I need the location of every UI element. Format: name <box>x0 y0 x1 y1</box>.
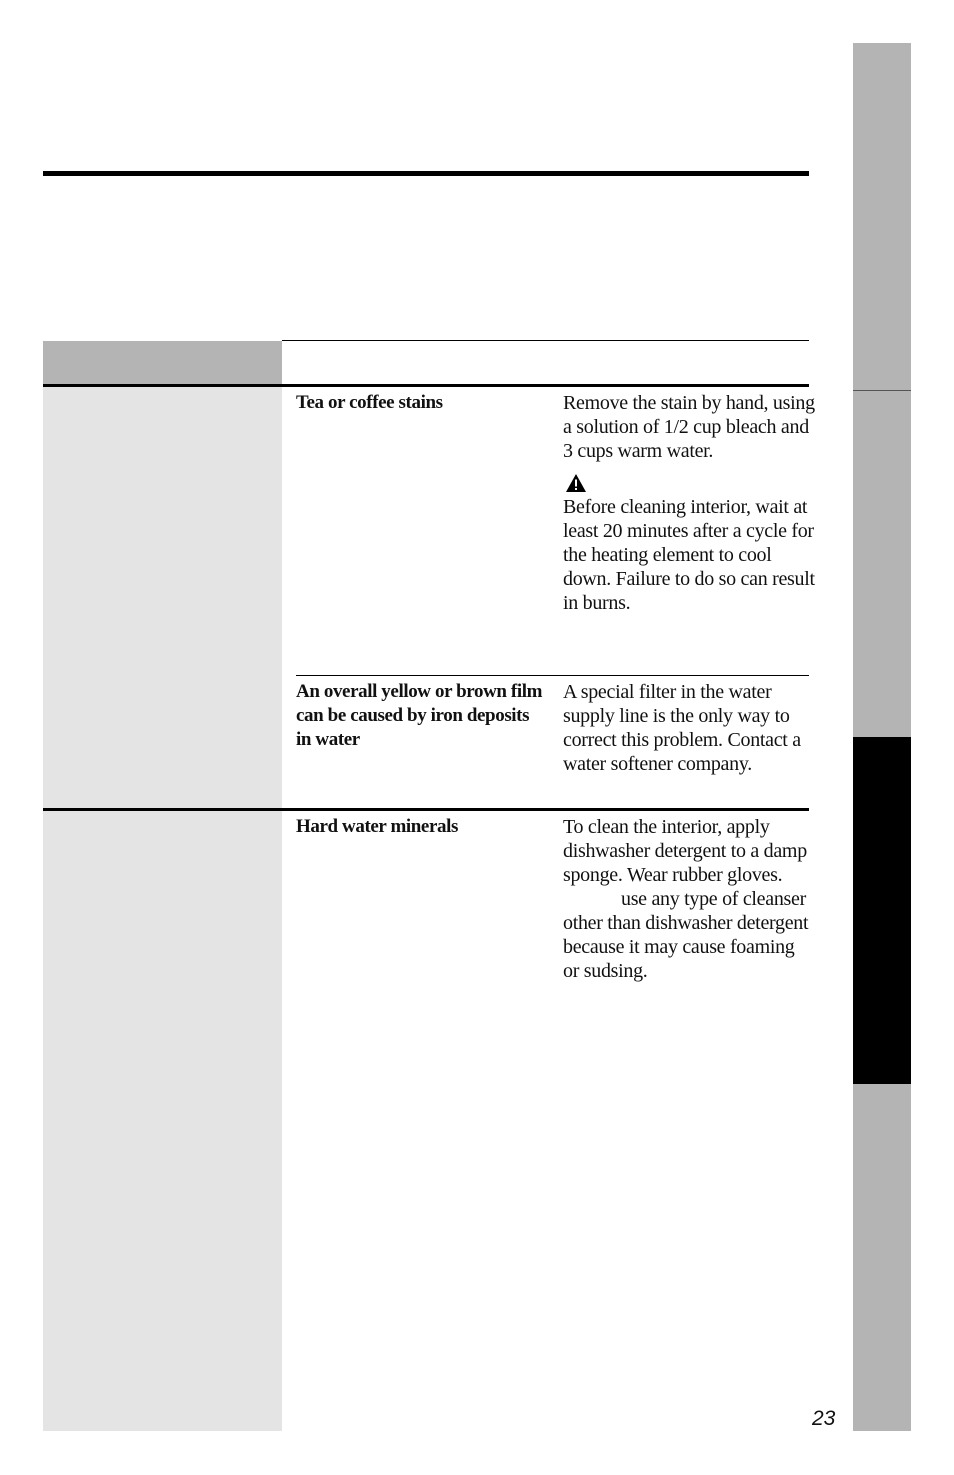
section-tab-active <box>853 737 911 1084</box>
table-header-rule <box>43 384 809 387</box>
cause-tea-coffee-stains: Tea or coffee stains <box>296 392 443 413</box>
section-divider <box>43 808 809 811</box>
remedy-hard-water-minerals <box>563 815 815 983</box>
page-number: 23 <box>812 1407 836 1430</box>
row-divider <box>296 675 809 676</box>
remedy-text: Remove the stain by hand, using a solution of 1/2 cup bleach and 3 cups warm water. <box>563 392 815 462</box>
remedy-text-part2: use any type of cleanser other than dishwasher detergent because it may cause foaming or sudsing. <box>563 888 809 982</box>
cause-yellow-brown-film: An overall yellow or brown film can be caused by iron deposits in water <box>296 681 543 750</box>
remedy-tea-coffee-stains <box>563 391 815 615</box>
section-tab-2 <box>853 391 911 737</box>
problem-column-header <box>43 341 282 385</box>
top-rule <box>43 171 809 176</box>
warning-triangle-icon <box>565 473 587 493</box>
remedy-text-part1: To clean the interior, apply dishwasher detergent to a damp sponge. Wear rubber gloves. <box>563 816 807 886</box>
remedy-yellow-brown-film: A special filter in the water supply line is the only way to correct this problem. Contact a water softener company. <box>563 681 801 775</box>
cause-hard-water-minerals: Hard water minerals <box>296 816 458 837</box>
section-tab-1 <box>853 43 911 390</box>
warning-text: Before cleaning interior, wait at least 20 minutes after a cycle for the heating element to cool down. Failure to do so can result in burns. <box>563 496 815 614</box>
section-tab-4 <box>853 1084 911 1431</box>
problem-column-background <box>43 341 282 1431</box>
table-top-rule <box>282 340 809 341</box>
